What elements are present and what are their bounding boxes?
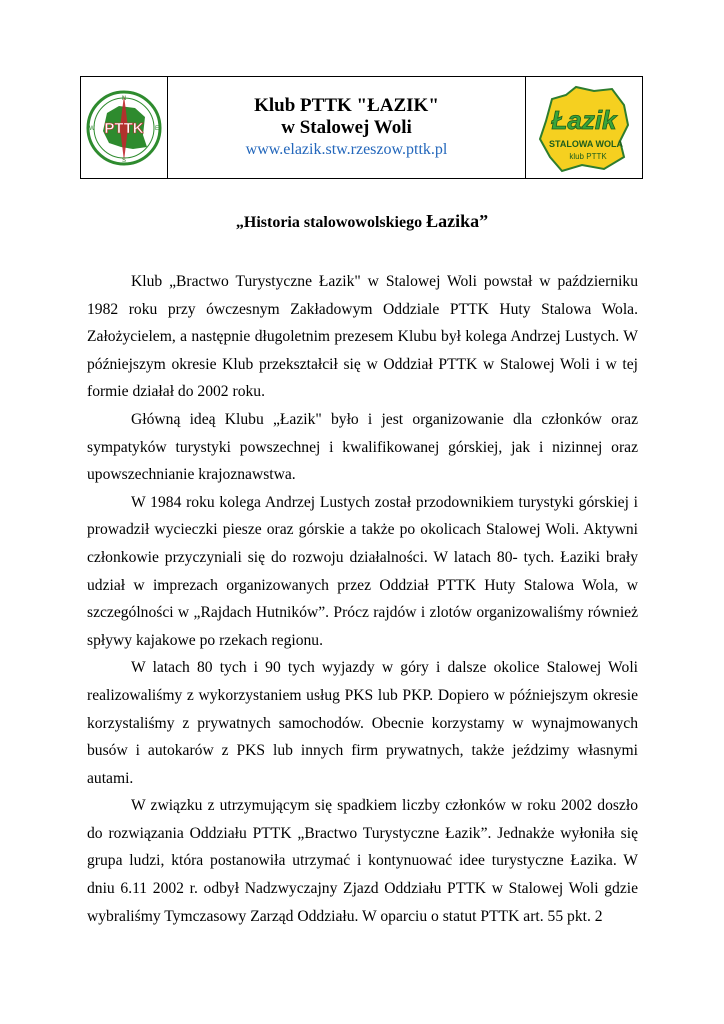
paragraph: Główną ideą Klubu „Łazik" było i jest organizowanie dla członków oraz sympatyków turystyki powszechnej i kwalifikowanej górskiej, jak i nizinnej oraz upowszechnianie krajoznawstwa.	[87, 410, 638, 484]
paragraph: W związku z utrzymującym się spadkiem liczby członków w roku 2002 doszło do rozwiązania Oddziału PTTK „Bractwo Turystyczne Łazik”. Jednakże wyłoniła się grupa ludzi, która postanowiła utrzymać i kontynuować idee turystyczne Łazika. W dniu 6.11 2002 r. odbył Nadzwyczajny Zjazd Oddziału PTTK w Stalowej Woli gdzie wybraliśmy Tymczasowy Zarząd Oddziału. W oparciu o statut PTTK art. 55 pkt. 2	[87, 797, 638, 925]
article-body	[87, 268, 638, 930]
compass-e: E	[154, 125, 160, 132]
paragraph: W 1984 roku kolega Andrzej Lustych został przodownikiem turystyki górskiej i prowadził wycieczki piesze oraz górskie a także po okolicach Stalowej Woli. Aktywni członkowie przyczyniali się do rozwoju działalności. W latach 80- tych. Łaziki brały udział w imprezach organizowanych przez Oddział PTTK Huty Stalowa Wola, w szczególności w „Rajdach Hutników”. Prócz rajdów i zlotów organizowaliśmy również spływy kajakowe po rzekach regionu.	[87, 493, 638, 649]
club-name: Klub PTTK "ŁAZIK"	[254, 95, 439, 116]
header-center-cell	[168, 77, 526, 178]
lazik-logo-city: STALOWA WOLA	[549, 138, 623, 149]
header-right-cell	[526, 77, 642, 178]
header-left-cell	[81, 77, 168, 178]
pttk-logo-icon	[85, 87, 163, 169]
compass-n: N	[121, 95, 127, 102]
header-table	[80, 76, 643, 179]
document-title	[0, 211, 724, 232]
paragraph: Klub „Bractwo Turystyczne Łazik" w Stalowej Woli powstał w październiku 1982 roku przy ówczesnym Zakładowym Oddziale PTTK Huty Stalowa Wola. Założycielem, a następnie długoletnim prezesem Klubu był kolega Andrzej Lustych. W późniejszym okresie Klub przekształcił się w Oddział PTTK w Stalowej Woli i w tej formie działał do 2002 roku.	[87, 273, 638, 401]
compass-w: W	[89, 125, 95, 132]
lazik-logo-sub: klub PTTK	[569, 151, 607, 161]
document-title-prefix: „Historia stalowowolskiego	[235, 214, 427, 231]
document-title-emphasis: Łazika”	[426, 211, 489, 231]
pttk-logo-text: PTTK	[104, 119, 144, 137]
lazik-logo-title: Łazik	[551, 104, 617, 135]
club-city: w Stalowej Woli	[281, 117, 412, 138]
club-website-link[interactable]: www.elazik.stw.rzeszow.pttk.pl	[245, 141, 448, 158]
compass-s: S	[121, 157, 127, 164]
paragraph: W latach 80 tych i 90 tych wyjazdy w góry i dalsze okolice Stalowej Woli realizowaliśmy z wykorzystaniem usług PKS lub PKP. Dopiero w późniejszym okresie korzystaliśmy z prywatnych samochodów. Obecnie korzystamy w wynajmowanych busów i autokarów z PKS lub innych firm prywatnych, także jeździmy własnymi autami.	[87, 659, 638, 787]
lazik-club-logo-icon	[532, 81, 636, 175]
